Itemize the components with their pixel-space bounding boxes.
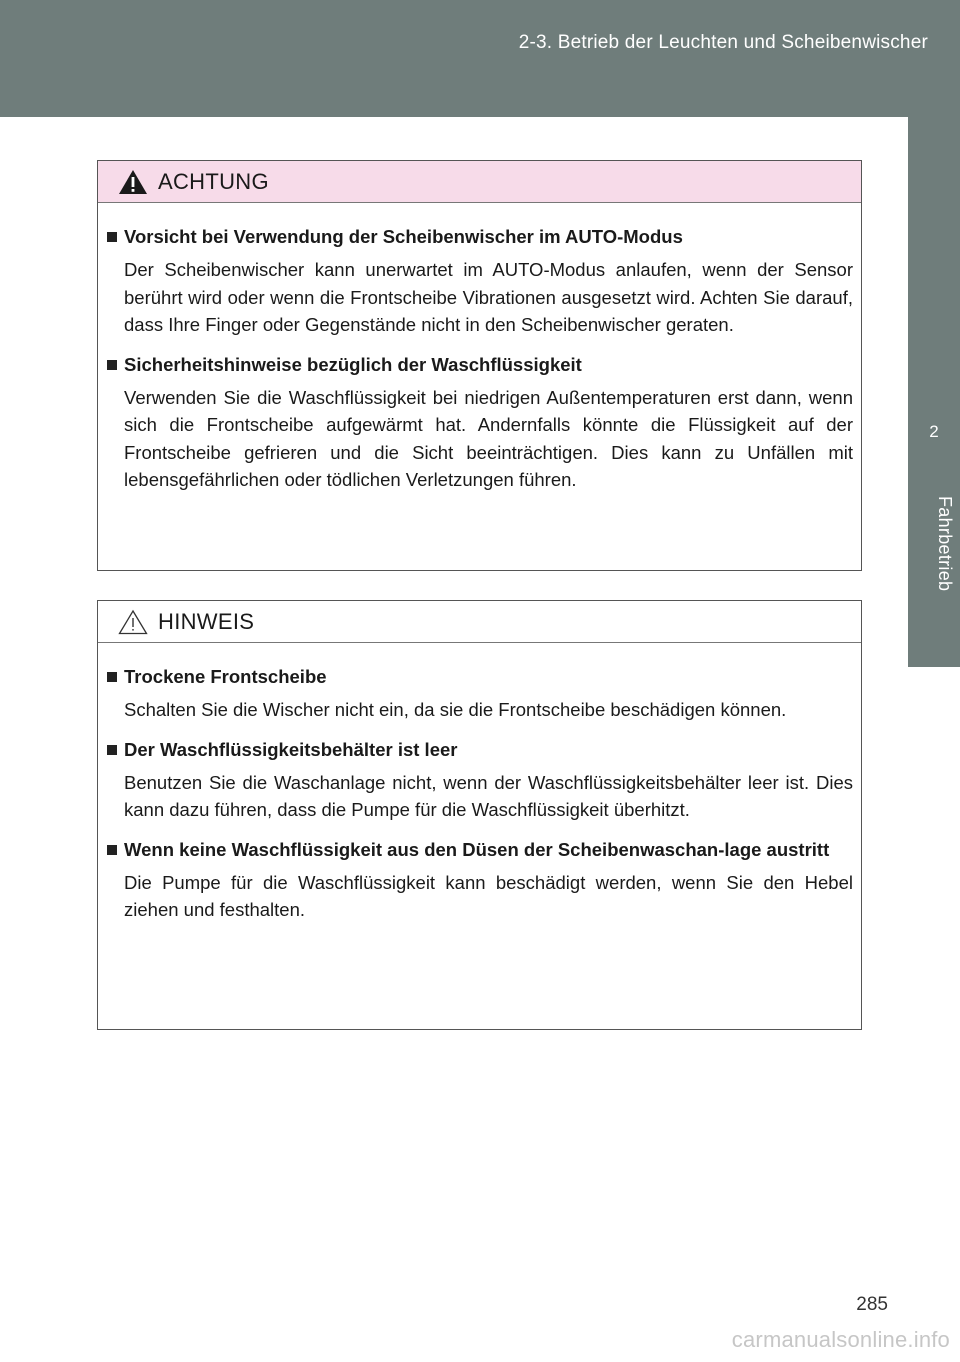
side-tab-label: Fahrbetrieb [935,496,955,592]
warning-box-body [98,203,861,530]
bullet-square-icon [107,845,117,855]
warning-triangle-outline-icon [118,609,148,635]
notice-item-text: Die Pumpe für die Waschflüssigkeit kann beschädigt werden, wenn Sie den Hebel ziehen und festhalten. [124,871,853,920]
warning-item-title: Sicherheitshinweise bezüglich der Waschflüssigkeit [107,351,853,378]
warning-triangle-filled-icon [118,169,148,195]
notice-box-body [98,643,861,960]
section-title: 2-3. Betrieb der Leuchten und Scheibenwischer [518,32,928,53]
warning-box-header [98,161,861,203]
warning-box [97,160,862,571]
bullet-square-icon [107,672,117,682]
notice-box-header [98,601,861,643]
header-bar [0,0,960,117]
warning-item-text: Verwenden Sie die Waschflüssigkeit bei niedrigen Außentemperaturen erst dann, wenn sich die Frontscheibe aufgewärmt hat. Andernfalls könnte die Flüssigkeit auf der Frontscheibe gefrieren und die Sicht beeinträchtigen. Dies kann zu Unfällen mit lebensgefährlichen oder tödlichen Verletzungen führen. [124,386,853,490]
bullet-square-icon [107,745,117,755]
page-number: 285 [856,1294,888,1315]
warning-item-title: Vorsicht bei Verwendung der Scheibenwischer im AUTO-Modus [107,223,853,250]
warning-item-text: Der Scheibenwischer kann unerwartet im AUTO-Modus anlaufen, wenn der Sensor berührt wird oder wenn die Frontscheibe Vibrationen ausgesetzt wird. Achten Sie darauf, dass Ihre Finger oder Gegenstände nicht in den Scheibenwischer geraten. [124,259,853,335]
watermark: carmanualsonline.info [731,1327,950,1352]
notice-item-text: Schalten Sie die Wischer nicht ein, da sie die Frontscheibe beschädigen können. [124,699,787,720]
side-tab-number: 2 [929,422,939,441]
warning-label: ACHTUNG [158,168,269,194]
bullet-square-icon [107,232,117,242]
notice-item-title: Wenn keine Waschflüssigkeit aus den Düsen der Scheibenwaschan-lage austritt [107,836,853,863]
notice-item-title: Der Waschflüssigkeitsbehälter ist leer [107,736,853,763]
bullet-square-icon [107,360,117,370]
notice-item-title: Trockene Frontscheibe [107,663,853,690]
notice-label: HINWEIS [158,608,255,634]
notice-item-text: Benutzen Sie die Waschanlage nicht, wenn der Waschflüssigkeitsbehälter leer ist. Dies kann dazu führen, dass die Pumpe für die Waschflüssigkeit überhitzt. [124,771,853,820]
notice-box [97,600,862,1030]
